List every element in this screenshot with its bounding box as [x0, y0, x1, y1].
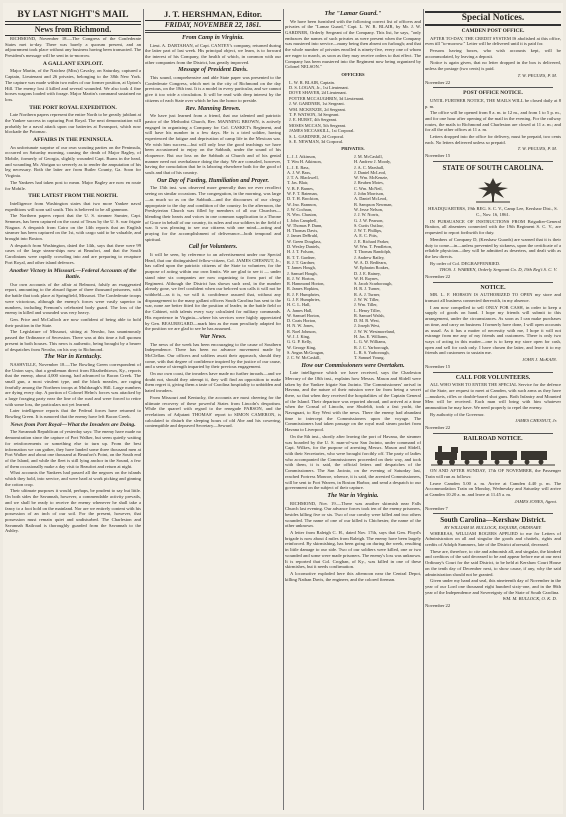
article-paragraph: The Yankees had taken post to mean. Major Bagley are now en route for Mobile. — [5, 179, 141, 191]
article-heading: Rev. Manning Brown. — [185, 105, 241, 112]
private-entry: R. James Hopkins, — [287, 286, 320, 292]
private-entry: W. A. D. Redfearn, — [354, 259, 387, 265]
privates-heading: PRIVATES. — [341, 146, 365, 152]
article-paragraph: The news of the week has been encouraging to the cause of Southern Independence. There has been no advance movement made by McClellan. Our officers and soldiers await their approach, should they come, with that degree of confidence inspired by the justice of our cause, and a sense of strength imparted by their previous engagement. — [145, 341, 281, 370]
notice-paragraph: By authority of the Governor. — [430, 411, 485, 417]
private-entry: W. Wm. McKenzie, — [354, 175, 389, 181]
private-entry: G. J. F. Humphries, — [287, 297, 321, 302]
notice-paragraph: AFTER TO-DAY, THE CREDIT SYSTEM IS abolished at this office, even till "to-morrow." Letter will be delivered until it is paid for. — [425, 35, 561, 47]
private-entry: J. Andrew Ratley, — [354, 254, 385, 260]
private-entry: R. Samuel Walsh, — [354, 312, 385, 318]
private-entry: J. A. C. Marshall, — [354, 164, 385, 170]
article-paragraph: A despatch from Washington, dated the 14th, says that there were 99 cases of the large steam-ships now at Beaufort, and that the South Carolinians were rapidly crowding into and are preparing to recapture Port Royal, and other island defences. — [5, 242, 141, 265]
column-3 — [285, 9, 421, 810]
notice-signature: JAMES CHESNUT, Jr. — [515, 418, 557, 424]
private-entry: W. Jno. Brannon, — [287, 201, 317, 207]
private-entry: J. M. McCaskill, — [354, 153, 383, 159]
notice-date: November 22 — [425, 603, 451, 609]
private-entry: R. A. J. Turner, — [354, 291, 381, 297]
column-2 — [145, 9, 281, 810]
state-seal-icon — [470, 174, 516, 204]
officer-entry: WM. MCKENZIE, 2d Sergeant. — [289, 106, 346, 112]
notice-paragraph: UNTIL FURTHER NOTICE, THE MAILS WILL be closed daily at 8 p. m. — [425, 97, 561, 109]
palmetto-eagle-icon — [470, 174, 516, 204]
article-paragraph: The Northern papers report that the U. S. steamer Sumter, Capt. Semmes, has been captured on the coast of Texas by the U. S. war frigate Niagara. A despatch from Cairo on the 14th reports that an English steamer has been captured on the 1st, with cargo said to be valuable, and brought into Boston. — [5, 213, 141, 242]
private-entry: J. Daniel McLeod, — [354, 169, 386, 175]
private-entry: J. W. Cochran, — [287, 206, 313, 212]
notice-heading: CALL FOR VOLUNTEERS. — [455, 374, 531, 381]
notice-signature: WM. M. BULLOCK, O. K. D. — [502, 596, 557, 602]
officer-entry: S. E. NEWMAN, 3d Corporal. — [289, 138, 344, 144]
article-heading: THE LATEST FROM THE NORTH. — [28, 193, 118, 200]
private-entry: D. M. B. West, — [354, 318, 380, 324]
notice-signature: THOS. J. WARREN, Orderly Sergeant Co. D, 19th Reg't S. C. V. — [439, 267, 557, 273]
private-entry: J. Reuben Motes, — [354, 180, 384, 186]
dateline: FRIDAY, NOVEMBER 22, 1861. — [145, 21, 281, 33]
editor-line: J. T. HERSHMAN, Editor. — [145, 9, 281, 21]
private-entry: T. Samuel Young. — [354, 355, 385, 361]
notice-paragraph: WHEREAS, WILLIAM ROGERS APPLIED to me for Letters of Administration on all and singular the goods and chattels, rights and credits of Adolph Summers, late of the District aforesaid, deceased. — [425, 530, 561, 548]
private-entry: C. Wm. McNeil, — [354, 185, 383, 191]
private-entry: J. W. T. Phillips, — [354, 228, 383, 234]
private-entry: W. H. Raynes, — [354, 275, 379, 281]
private-entry: L. R. S. Yarborough, — [354, 349, 390, 355]
notice-paragraph: Letters dropped into the office for delivery, must be prepaid, two cents each. No letters delivered unless so prepaid. — [425, 134, 561, 145]
article-paragraph: Intelligence from Washington states that two more Yankee naval expeditions will soon sail south. This is believed to be all gammon. — [5, 200, 141, 212]
column-4 — [425, 9, 561, 810]
article-paragraph: A letter from Raleigh C. H., dated Nov. 17th, says that Gen. Floyd's brigade is now about 4 miles from Raleigh. The enemy have been largely reinforced. By skirmishing, has been going on during the week, resulting in little damage to our side. Two of our soldiers were killed, one or two wounded and some were made prisoners. The enemy's loss was unknown. It is reported that Col. Croghan, of Ky., was killed in one of these skirmishes, but it needs confirmation. — [285, 530, 421, 570]
private-entry: W. J. J. King, — [287, 334, 311, 340]
notice-date: November 15 — [425, 363, 451, 369]
notice-paragraph: ON AND AFTER SUNDAY, 17th OF NOVEMBER, the Passenger Train will run as follows: — [425, 468, 561, 480]
private-entry: J. C. W. McCaskill, — [287, 355, 321, 361]
article-paragraph: An unfortunate surprise of our own scouting parties on the Peninsula, occurred on Saturday morning, causing the death of Major Bagley, of Mobile, formerly of Georgia, slightly wounded Capt. Burns in the head, and wounding Mr. Abrigan so severely as to render the amputation of his leg necessary. Both the latter are from Butler County, Ga. Soon for Virginia. — [5, 144, 141, 179]
private-entry: W. Ephraim Roakes, — [354, 265, 390, 271]
notice-heading: NOTICE. — [480, 284, 506, 291]
private-entry: H. J. T. Folsom, — [287, 249, 315, 255]
private-entry: D. T. H. Brockton, — [287, 196, 319, 202]
notice-heading: CAMDEN POST OFFICE. — [461, 28, 525, 34]
private-entry: I. John Campbell, — [287, 217, 318, 223]
notice-paragraph: The office will be opened from 8 a. m. to 12 m., and from 1 to 5 p. m., and for one hour after opening of the mail in the evening. For the railway routes, the mails to Richmond and Charleston are closed at 11 a. m.; and for all the other offices at 11 a. m. — [425, 110, 561, 133]
private-entry: L. J. E. Bass, — [287, 164, 310, 170]
private-entry: W. Wm. T. Pendleton, — [354, 244, 392, 250]
officer-entry: J. E. HURST, 4th Sergeant. — [289, 117, 338, 123]
article-paragraph: Major Martin, of the Natchez (Miss) Cavalry, on Saturday, captured a Captain, Lieutenant and 26 privates, belonging to the 38th New York. The capture was made within two miles of our former position, at Upton's Hill. The enemy lost 4 killed and several wounded. We also took 4 fine horses wagons loaded with forage. Major Martin's command sustained no loss. — [5, 68, 141, 102]
article-paragraph: What accounts the Yankees had passed all the negroes on the islands which they hold, into service, and were hard at work picking and ginning the cotton crop. — [5, 470, 141, 487]
private-entry: H. Andrew J. Moody, — [354, 159, 391, 165]
private-entry: G. G. P. Kelly, — [287, 339, 312, 345]
private-entry: T. Thomas Randolph, — [354, 249, 392, 255]
private-entry: A. E. C. Pitts, — [354, 233, 378, 239]
article-heading: A GALLANT EXPLOIT. — [42, 60, 104, 67]
article-heading: Message of President Davis. — [178, 67, 248, 74]
article-paragraph: Our own accounts of the affair at Belmont, falsify an exaggerated report, amounting to the absurd figure of three thousand prisoners, with the battle that took place at Springfield, Missouri. The Confederate troops were victorious, although the enemy's forces were vastly superior in numbers, including Fremont's celebrated body guard. The loss of the enemy in killed and wounded was very heavy. — [5, 281, 141, 316]
private-entry: V. B. F. Barnes, — [287, 185, 314, 191]
article-paragraph: Late Northern papers represent the entire North to be greatly jubilant at the Yankee success in capturing Port Royal. The next demonstration will probably be a naval attack upon our batteries at Evansport, which now blockade the Potomac. — [5, 112, 141, 135]
divider — [433, 282, 553, 283]
notice-paragraph: Leave Camden 5.00 a. m. Arrive at Camden 4.40 p. m. The Accommodation Train on Monday, Wednesday and Saturday will arrive at Camden 10.20 a. m. and leave at 11.45 a. m. — [425, 480, 561, 498]
locomotive-icon — [431, 444, 555, 466]
notice-date: November 7 — [425, 505, 448, 511]
article-heading: From Camp in Virginia. — [182, 34, 244, 41]
article-paragraph: On our own coast, the invaders have made no further inroads—and we doubt not, should they attempt it, they will find an opposition to make them regret it, giving them a taste of Carolina hospitality to unbidden and hated invaders. — [145, 371, 281, 394]
private-entry: J. T. A. Blackwell, — [287, 175, 319, 181]
special-notices-heading: Special Notices. — [425, 11, 561, 26]
notice-subheading: BY WILLIAM M. BULLOCK, ESQUIRE, ORDINARY. — [444, 525, 542, 531]
article-paragraph: Late intelligence which we have received, says the Charleston Mercury of the 18th inst., explains how Messrs. Mason and Slidell were taken by the Yankee frigate San Jacinto. The Commissioners' arrival in Havana, and the nature of their mission were far from being a secret there, so that when they received the hospitalities of the Captain General of the Island. Their departure was reported abroad, and arrived at a time when the Consul of Lincoln, one Shufeldt, took a fast yacht, the Navaguari, to Key West with the news. There the enemy had abundant time to intercept the Commissioners upon the voyage. The Commissioners had taken passage on the royal mail steam packet from Havana to Liverpool. — [285, 370, 421, 433]
article-heading: THE PORT ROYAL EXPEDITION. — [29, 104, 117, 111]
divider — [433, 372, 553, 373]
article-paragraph: A locomotive exploded here this afternoon near the Central Depot, killing Nathan Davis, the engineer, and the colored fireman. — [285, 570, 421, 582]
column-rule — [423, 9, 424, 810]
article-heading: News from Port Royal—What the Invaders are Doing. — [10, 421, 136, 428]
article-heading: How our Commissioners were Overtaken. — [301, 362, 405, 369]
private-entry: T. Jas. Blair, — [287, 180, 309, 186]
article-paragraph: RICHMOND, November 18.—The Congress of the Confederate States met to-day. There was barely a quorum present, and an adjournment took place without any business having been transacted. The President's message will be sent in to-morrow. — [5, 36, 141, 59]
notice-date: November 22 — [425, 425, 451, 431]
private-entry: A. Daniel McLeod, — [354, 196, 388, 202]
notice-paragraph: Given under my hand and seal, this nineteenth day of November in the year of our Lord one thousand eight hundred sixty-one, and in the 86th year of the Independence and Sovereignty of the State of South Carolina. — [425, 578, 561, 595]
article-heading: Call for Volunteers. — [188, 244, 238, 251]
article-heading: War News. — [199, 333, 227, 340]
article-paragraph: We have just learned from a friend, that our talented and patriotic pastor of the Methodist Church, Rev. MANNING BROWN, is actively engaged in organizing a Company for Col. CASKET's Regiment, and will have his number in a few days. He is a tried soldier, having experienced the fatigue and deprivation of camp life in the Mexican war. We wish him success—but will only lose the good teachings we have been accustomed to enjoy on the Sabbath, under the sound of his eloquence. But our loss on the Sabbath at Church and of his genial manner need not overbalance doing the duty. We are consoled, however, having the consolation that he is laboring elsewhere both for the good of souls and that of his country. — [145, 113, 281, 176]
divider — [433, 87, 553, 88]
article-paragraph: RICHMOND, Nov. 19.—There was another skirmish near Falls Church last evening. Our advance forces took ten of the enemy prisoners, besides killing five or six. Two of our cavalry were killed and two others wounded. The name of one of our killed is Chichester, the name of the other unknown. — [285, 500, 421, 529]
private-entry: S. Jacob Scarborough, — [354, 281, 393, 287]
private-entry: T. Wm H. Atkinson, — [287, 159, 322, 165]
private-entry: R. J. C. Yarborough, — [354, 344, 390, 350]
column-rule — [283, 9, 284, 810]
article-paragraph: The Legislature of Missouri, sitting at Neosho, has unanimously passed the Ordinance of Secession. There was at this time a full quorum present in both houses. This news is authentic, being brought by a bearer of despatches from Neosho, on his way to Richmond. — [5, 329, 141, 352]
article-paragraph: NASHVILLE, November 18.—The Bowling Green correspondent of the Union says, that a gentleman direct from Elizabethtown, Ky., reports that the enemy, about 4,000 strong, had advanced to Bacon Creek. The small gun, a most virulent type, and the black measles, are raging fearfully among the Northern troops at Muldraugh's Hill. Large numbers are dying every day. A portion of Colonel Helm's forces was attacked by a large foraging party near the line of the road and were forced to retire with some loss, the particulars not yet learned. — [5, 361, 141, 407]
private-entry: J. W. W. Westmoreland, — [354, 328, 395, 334]
private-entry: H. R. J. Turner, — [354, 286, 381, 292]
notice-paragraph: IN PURSUANCE OF INSTRUCTIONS FROM Brigadier-General Bratton, all absentees connected with the 19th Regiment S. C. V., are requested to report forthwith for duty. — [425, 218, 561, 236]
divider — [433, 433, 553, 434]
article-heading: The "Lamar Guard." — [324, 10, 382, 17]
article-paragraph: On the 8th inst., shortly after leaving the port of Havana, the steamer was boarded by the U. S. man-of-war San Jacinto, under command of Capt. Wilkes, for the purpose of arresting Messrs. Mason and Slidell, with their Secretaries, who were brought forcibly off. The party of ladies who accompanied the Commissioners proceeded on their way, and took with them, it is said, the official letters and despatches of the Commissioners. The San Jacinto, on the evening of Saturday last, reached Fortress Monroe, whence, it is said, the arrested Commissioners, will be sent to Fort Warren, in Boston Harbor, and send a despatch to our government on the subject of their capture. — [285, 433, 421, 491]
officer-entry: JAMES MCCASKILL, 1st Corporal. — [289, 128, 355, 134]
officers-list — [285, 80, 421, 145]
article-paragraph: The Savannah Republican of yesterday says: The enemy have made no demonstration since the capture of Port Walker, but seem quietly waiting for reinforcements or something else to turn up. From the best information we can gather, they have landed some three thousand men at Port Walker and about one thousand at Beaufort's Point, on the South end of the Island, and while the fleet is still lying anchor in the Sound, a few of them occasionally make a day visit to Beaufort and return at night. — [5, 429, 141, 469]
notice-paragraph: HEADQUARTERS, 19th REG. S. C. V., Camp Lee, Kershaw Dist., S. C., Nov. 16, 1861. — [428, 206, 558, 218]
private-entry: G. J. W. Pearson, — [354, 217, 384, 223]
notice-date: November 22 — [425, 79, 451, 85]
article-heading: The War in Kentucky. — [44, 353, 102, 361]
notice-paragraph: Members of Company D, (Kershaw Guards) are warned that it is their duty to come—in—unless prevented by sickness, upon the certificate of a reliable physician—they will be admitted as deserters, and dealt with as the law directs. — [425, 236, 561, 259]
private-entry: W. Jesse Nelson, — [354, 206, 383, 212]
private-entry: S. Angus McGougan, — [287, 349, 325, 355]
divider — [433, 513, 553, 514]
article-paragraph: We have been furnished with the following correct list of officers and privates of the "Lamar Guard," Capt. L. W. R. BLAIR, by Mr. J. W. GARDNER, Orderly Sergeant of the Company. This list, he says, "only embraces the names of such privates as were present when the Company was mustered into service—many being then absent on furlough; and that the whole number of privates enrolled is ninety-five, every one of whom are eager to march, as soon as they may receive orders to that effect. The Company has been mustered into the Regiment now being organized by Colonel NELSON." — [285, 18, 421, 70]
private-entry: B. Sampson Newman, — [354, 201, 393, 207]
officer-entry: S. L. GARDNER, 2d Corporal. — [289, 133, 345, 139]
article-heading: AFFAIRS IN THE PENINSULA. — [33, 137, 113, 144]
divider — [433, 161, 553, 162]
private-entry: N. Wm. Chuston, — [287, 212, 318, 218]
officer-entry: D. S. LOGAN, Jr., 1st Lieutenant. — [289, 84, 349, 90]
article-paragraph: It will be seen, by reference to an advertisement under our Special Head, that our distinguished fellow-citizen, Col. JAMES CHESNUT, Jr., has called upon the patriotic citizens of the State to volunteer, for the purpose of acting within our own limits. We are glad to see it — under stand nine six companies are now organizing to form part of the Regiment. Although the District has shown such zeal, in the number already gone, we feel confident when our beloved son calls it will not be withheld—as it is, we will it. confidence assured that, without any disparagement to the many gallant officers South Carolina has sent to the war, none are better fitted for the position of leader, in the battle field or the Cabinet, with talents every way calculated for military commands. His experience in Virginia—where his services were highly appreciated by Gen. BEAUREGARD—mark him as the man peculiarly adapted for the position we are glad to see he has assumed. — [145, 252, 281, 332]
private-entry: L. G. W. Williams, — [354, 339, 387, 345]
private-entry: L. Henry Tiller, — [354, 307, 381, 313]
private-entry: J. John Morrison, — [354, 191, 385, 197]
notice-paragraph: These are, therefore, to cite and admonish all, and singular, the kindred and creditors of the said deceased to be and appear before me at our next Ordinary's Court for the said District, to be held at Kershaw Court House on the tenth day of December next, to show cause, if any, why the said administration should not be granted. — [425, 548, 561, 577]
private-entry: H. C. L. Hall, — [287, 302, 311, 308]
notice-paragraph: ALL WHO WISH TO ENTER THE SPECIAL Service for the defence of the State, are request to meet at Camden, with such arms as they have—muskets, rifles or double-barrel shot guns. Both Infantry and Mounted Men will be received. Each man will bring with him whatever ammunition he may have. We need properly to repel the enemy. — [425, 382, 561, 410]
article-heading: Another Victory in Missouri.—Federal Accounts of the Battle. — [9, 267, 137, 281]
officer-entry: DOVE SHAVER, 2d Lieutenant. — [289, 90, 347, 96]
article-paragraph: This sound, comprehensive and able State paper was presented to the Confederate Congress, which met in the city of Richmond on the day previous, on the 18th inst. It is a model in every particular, and we cannot give it too wide a circulation. It will be read with deep interest by the citizens of each State over which he has the honor to preside. — [145, 75, 281, 103]
privates-list — [285, 154, 421, 361]
private-entry: R. Noel Johnson, — [287, 328, 317, 334]
officers-heading: OFFICERS — [341, 71, 365, 77]
officer-entry: T. P. WATSON, 3d Sergeant. — [289, 111, 340, 117]
notice-heading: POST OFFICE NOTICE. — [463, 90, 523, 97]
officer-entry: L. W. R. BLAIR, Captain. — [289, 79, 335, 85]
privates-column — [287, 154, 352, 361]
masthead: BY LAST NIGHT'S MAIL — [5, 9, 141, 22]
notice-heading: STATE OF SOUTH CAROLINA. — [442, 163, 544, 172]
officer-entry: MOSES MCCAN, 5th Sergeant. — [289, 122, 347, 128]
notice-signature: T. W. PEGUES, P. M. — [517, 72, 557, 78]
notice-paragraph: Notice is again given, that no letter dropped in the box is delivered, unless the postage (two cents) is paid. — [425, 60, 561, 72]
article-paragraph: Gen. Price and McCulloch are now confident of being able to hold their position in the State. — [5, 316, 141, 328]
notice-paragraph: I am now compelled to sell ONLY FOR CASH, in order to keep a supply of goods on hand. I hope my friends will submit to this arrangement, under the circumstances. As soon as I can make purchases on time, and carry on business I formerly have done, I will open accounts as usual. As it has a matter of necessity with me, I hope it will not estrange from me any of my friends and customers. There is only two ways of acting in this matter—one is to keep my store open for cash, open and sell for cash only. I have chosen the latter, and leave it to my friends and customers to sustain me. — [425, 304, 561, 356]
private-entry: J. E. Richard Parker, — [354, 238, 390, 244]
notice-heading: RAILROAD NOTICE. — [463, 435, 523, 442]
section-heading: News from Richmond. — [5, 24, 141, 36]
private-entry: J. Joseph West, — [354, 323, 381, 329]
private-entry: H. N. W. Jones, — [287, 323, 314, 329]
private-entry: H. Thomas Davis, — [287, 228, 319, 234]
private-entry: J. Samuel Hough, — [287, 270, 318, 276]
column-1 — [5, 9, 141, 810]
notice-date: November 22 — [425, 274, 451, 280]
notice-signature: JAMES JONES, Agent. — [514, 498, 557, 504]
private-entry: J. James DeBruhl, — [287, 233, 319, 239]
private-entry: J. W. W. Tiller, — [354, 297, 380, 302]
officer-entry: J. W. GARDNER, 1st Sergeant. — [289, 101, 345, 107]
private-entry: W. Samuel Horton, — [287, 312, 321, 318]
private-entry: T. James Hough, — [287, 265, 316, 271]
newspaper-page — [3, 3, 563, 814]
notice-date: November 15 — [425, 153, 451, 159]
private-entry: R. J. W. Horton, — [287, 275, 315, 281]
train-icon — [431, 444, 555, 466]
private-entry: L. J. J. Atkinson, — [287, 153, 317, 159]
article-paragraph: Their ultimate purposes it would, perhaps, be prudent to say but little. On both sides the Savannah, however, a commendable activity prevails, and we shall be ready to receive the enemy whenever he shall take a fancy to a foot hold on the mainland. Nor are we entirely content with his possession of an inch of our soil. For the present, however, that possession must remain quiet and undisturbed. The Charleston and Savannah Railroad is thoroughly guarded from the Savannah to the Ashley. — [5, 488, 141, 534]
private-entry: J. Wm. Tiller, — [354, 302, 378, 308]
notice-heading: South Carolina—Kershaw District. — [440, 516, 546, 525]
notice-signature: T. W. PEGUES, P. M. — [517, 146, 557, 152]
private-entry: D. J. E. Rainey, — [354, 270, 381, 276]
private-entry: A. J. W. Bass, — [287, 169, 311, 175]
private-entry: D. Wesley Daniels, — [287, 244, 320, 250]
private-entry: R. T. T. Gardner, — [287, 254, 316, 260]
article-heading: Our Day of Fasting, Humiliation and Prayer. — [156, 177, 270, 184]
private-entry: W. Green Douglass, — [287, 238, 322, 244]
private-entry: R. Hammond Horton, — [287, 281, 325, 287]
article-heading: The War in Virginia. — [327, 492, 379, 499]
notice-paragraph: MR. L. F. HOBSON IS AUTHORIZED TO OPEN my store and transact all business connected therewith, in my absence. — [425, 292, 561, 304]
private-entry: H. Jas. E. Williams, — [354, 334, 389, 340]
private-entry: R. J. T. Gardner, — [287, 259, 316, 265]
notice-paragraph: Persons having boxes, who wish accounts kept, will be accommodated, by leaving a deposit. — [425, 48, 561, 59]
private-entry: R. J. F. Humphries, — [287, 291, 321, 297]
column-rule — [143, 9, 144, 810]
private-entry: W. Thomas P. Dunn, — [287, 222, 323, 228]
private-entry: W. George King, — [287, 344, 317, 350]
article-paragraph: Later intelligence reports that the Federal forces have returned to Bowling Green. It is rumored that the enemy have left Bacon Creek. — [5, 408, 141, 420]
privates-column — [354, 154, 419, 361]
private-entry: W. F. T. Bateman, — [287, 191, 318, 197]
officer-entry: POTTER MCCAUGHRIN, 3d Lieutenant. — [289, 95, 365, 101]
article-paragraph: The 15th inst. was observed more generally than we ever recollect seeing on similar occasions. The congregation, in the morning, was large—as much so as on the Sabbath—and the discourses of our clergy appropriate to the day and condition of the country. In the afternoon, the Presbyterian Church was filled by members of all our Churches—blending their hearts and voices in one common supplication to a Throne of Grace in behalf of our country, its rulers and our soldiers in the field of war. It was pleasing to see our citizens with one mind—acting and praying for the accomplishment of deliverance—both temporal and spiritual. — [145, 185, 281, 242]
private-entry: S. Curtis Outlaw, — [354, 222, 384, 228]
private-entry: J. J. W. Norris, — [354, 212, 380, 218]
notice-signature: JOHN J. McKAIN. — [522, 357, 557, 363]
article-paragraph: Lieut. A. DARTAHAN, of Capt. CANTEY's company, returned during the latter part of last week. His principal object, we learn, is to forward the interest of his Company, the health of which, in common with our other companies from the District, has greatly improved. — [145, 42, 281, 65]
notice-paragraph: By order of Col. DEGRAFFENRIED. — [430, 260, 501, 266]
private-entry: A. James Hall, — [287, 307, 313, 313]
private-entry: D. Coats Horton, — [287, 318, 317, 324]
article-paragraph: From Missouri and Kentucky, the accounts are most cheering for the ultimate recovery of these powerful States from Lincoln's despotism. While the quarrel with regard to the renegade PARSON, and the revelations of Adjutant THOMAS' report to SIMON CAMERON, is calculated to disturb the sleeping hours of old Abe and his cowering, contemptible and depraved Secretary—Seward. — [145, 394, 281, 429]
